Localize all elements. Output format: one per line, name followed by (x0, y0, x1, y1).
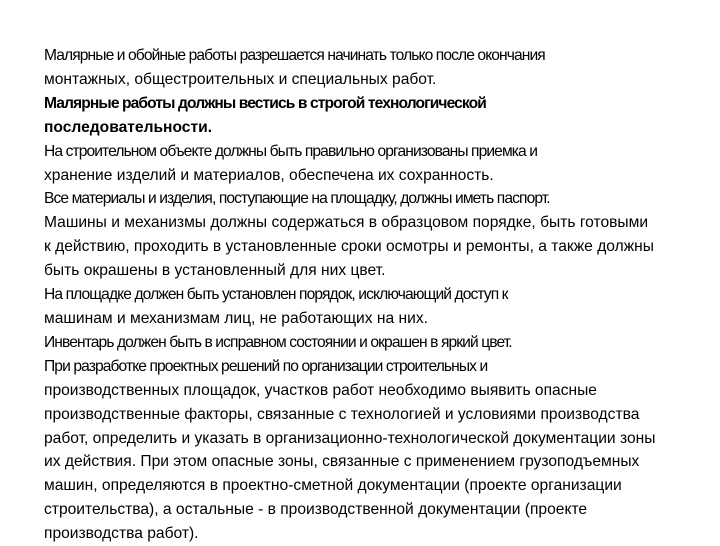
text-line: монтажных, общестроительных и специальных работ. (44, 70, 437, 88)
text-line: строительства), а остальные - в производственной документации (проекте (44, 501, 588, 519)
text-line: Малярные и обойные работы разрешается начинать только после окончания (44, 47, 545, 64)
paragraph-technological-sequence (8, 92, 714, 140)
text-line: их действия. При этом опасные зоны, связанные с применением грузоподъемных (44, 453, 640, 471)
text-line: хранение изделий и материалов, обеспечена их сохранность. (44, 166, 494, 184)
text-line: быть окрашены в установленный для них цвет. (44, 262, 386, 280)
text-line: последовательности. (44, 118, 213, 136)
text-line: работ, определить и указать в организационно-технологической документации зоны (44, 429, 656, 447)
paragraph-site-access (8, 283, 714, 331)
text-line: Инвентарь должен быть в исправном состоянии и окрашен в яркий цвет. (44, 333, 512, 351)
paragraph-finishing-order (8, 44, 714, 92)
text-line: производственные факторы, связанные с технологией и условиями производства (44, 405, 640, 423)
text-line: Малярные работы должны вестись в строгой технологической (44, 94, 486, 112)
text-line: На строительном объекте должны быть правильно организованы приемка и (44, 142, 538, 160)
paragraph-materials-passport (8, 187, 714, 283)
paragraph-materials-storage (8, 140, 714, 188)
text-line: При разработке проектных решений по организации строительных и (44, 357, 488, 375)
text-line: машинам и механизмам лиц, не работающих на них. (44, 309, 428, 327)
text-line: к действию, проходить в установленные сроки осмотры и ремонты, а также должны (44, 238, 654, 256)
text-line: производства работ). (44, 525, 199, 543)
text-line: Все материалы и изделия, поступающие на площадку, должны иметь паспорт. (44, 190, 550, 208)
document-body (8, 44, 714, 546)
text-line: Машины и механизмы должны содержаться в образцовом порядке, быть готовыми (44, 214, 649, 232)
text-line: производственных площадок, участков работ необходимо выявить опасные (44, 381, 597, 399)
text-line: машин, определяются в проектно-сметной документации (проекте организации (44, 477, 622, 495)
paragraph-hazard-zones (8, 355, 714, 546)
text-line: На площадке должен быть установлен порядок, исключающий доступ к (44, 286, 508, 304)
paragraph-inventory (8, 331, 714, 355)
